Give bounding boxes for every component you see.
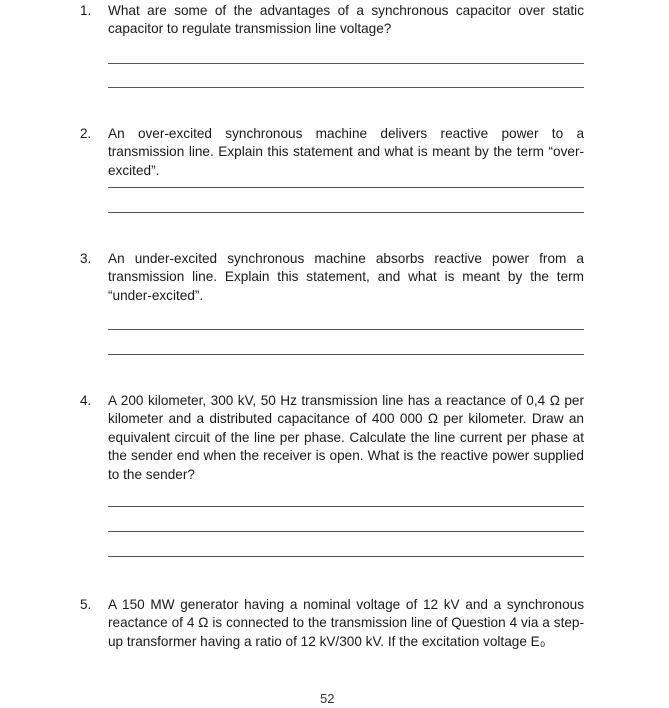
question-text: An over-excited synchronous machine delivers reactive power to a transmission line. Explain this statement and what is meant by the term “over-excited”. [108,126,584,178]
page-number: 52 [320,691,335,706]
answer-line[interactable] [108,556,584,557]
question-number: 5. [80,597,92,612]
question-number: 1. [80,3,92,18]
question-text: An under-excited synchronous machine absorbs reactive power from a transmission line. Explain this statement, and what is meant by the term “under-excited”. [108,251,584,303]
answer-line[interactable] [108,354,584,355]
question-text: A 150 MW generator having a nominal voltage of 12 kV and a synchronous reactance of 4 Ω is connected to the transmission line of Question 4 via a step-up transformer having a ratio of 12 kV/300 kV. If the excitation voltage E₀ [108,597,584,649]
question-5 [80,596,584,651]
answer-line[interactable] [108,63,584,64]
question-1 [80,2,584,39]
question-number: 2. [80,126,92,141]
question-4 [80,392,584,484]
question-text: What are some of the advantages of a synchronous capacitor over static capacitor to regulate transmission line voltage? [108,3,584,37]
answer-line[interactable] [108,187,584,188]
question-text: A 200 kilometer, 300 kV, 50 Hz transmission line has a reactance of 0,4 Ω per kilometer and a distributed capacitance of 400 000 Ω per kilometer. Draw an equivalent circuit of the line per phase. Calculate the line current per phase at the sender end when the receiver is open. What is the reactive power supplied to the sender? [108,393,584,482]
answer-line[interactable] [108,506,584,507]
question-number: 3. [80,251,92,266]
question-3 [80,250,584,305]
question-number: 4. [80,393,92,408]
answer-line[interactable] [108,531,584,532]
question-2 [80,125,584,180]
answer-line[interactable] [108,87,584,88]
answer-line[interactable] [108,329,584,330]
answer-line[interactable] [108,212,584,213]
